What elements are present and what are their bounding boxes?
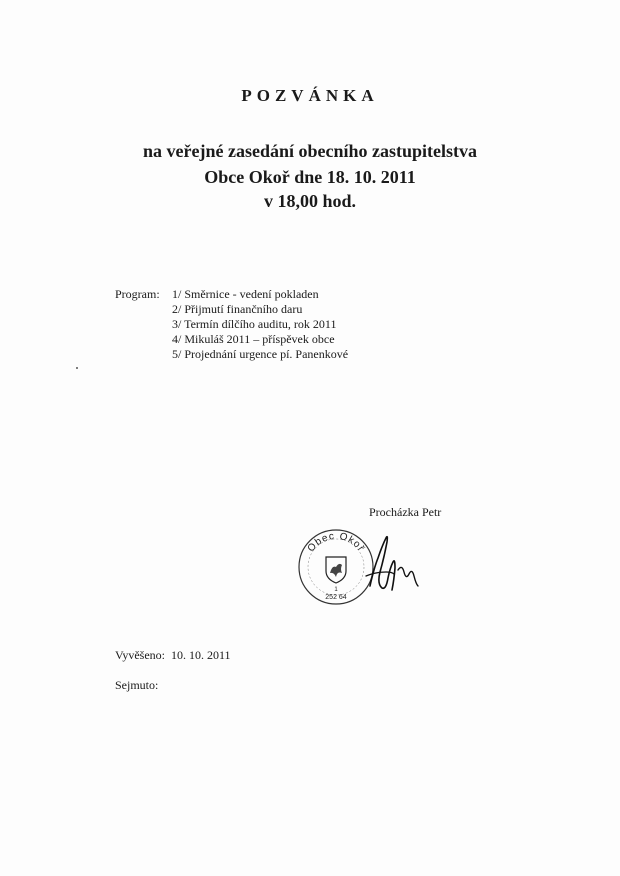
posted-label: Vyvěšeno:	[115, 648, 165, 662]
program-item: 5/ Projednání urgence pí. Panenkové	[172, 347, 349, 361]
handwritten-signature-icon	[362, 528, 422, 600]
subtitle-time: v 18,00 hod.	[263, 191, 357, 211]
program-list	[172, 287, 348, 362]
signature	[362, 528, 422, 600]
stamp-postcode: 252 64	[325, 594, 347, 601]
lion-emblem-icon	[330, 564, 342, 577]
posted-line	[115, 648, 231, 663]
subtitle-date: Obce Okoř dne 18. 10. 2011	[204, 167, 416, 187]
scan-speck	[76, 367, 78, 369]
program-item: 2/ Přijmutí finančního daru	[172, 302, 303, 316]
document-title: POZVÁNKA	[241, 86, 379, 105]
program-item: 1/ Směrnice - vedení pokladen	[172, 287, 319, 301]
subtitle-meeting: na veřejné zasedání obecního zastupitelstva	[143, 141, 477, 161]
program-item: 3/ Termín dílčího auditu, rok 2011	[172, 317, 337, 331]
program-label: Program:	[115, 287, 160, 301]
stamp-number: 1	[334, 587, 338, 593]
posted-date: 10. 10. 2011	[171, 648, 231, 662]
stamp-name-text: Obec Okoř	[305, 530, 367, 555]
signer-name: Procházka Petr	[369, 505, 442, 519]
removed-label: Sejmuto:	[115, 678, 159, 692]
program-item: 4/ Mikuláš 2011 – příspěvek obce	[172, 332, 335, 346]
